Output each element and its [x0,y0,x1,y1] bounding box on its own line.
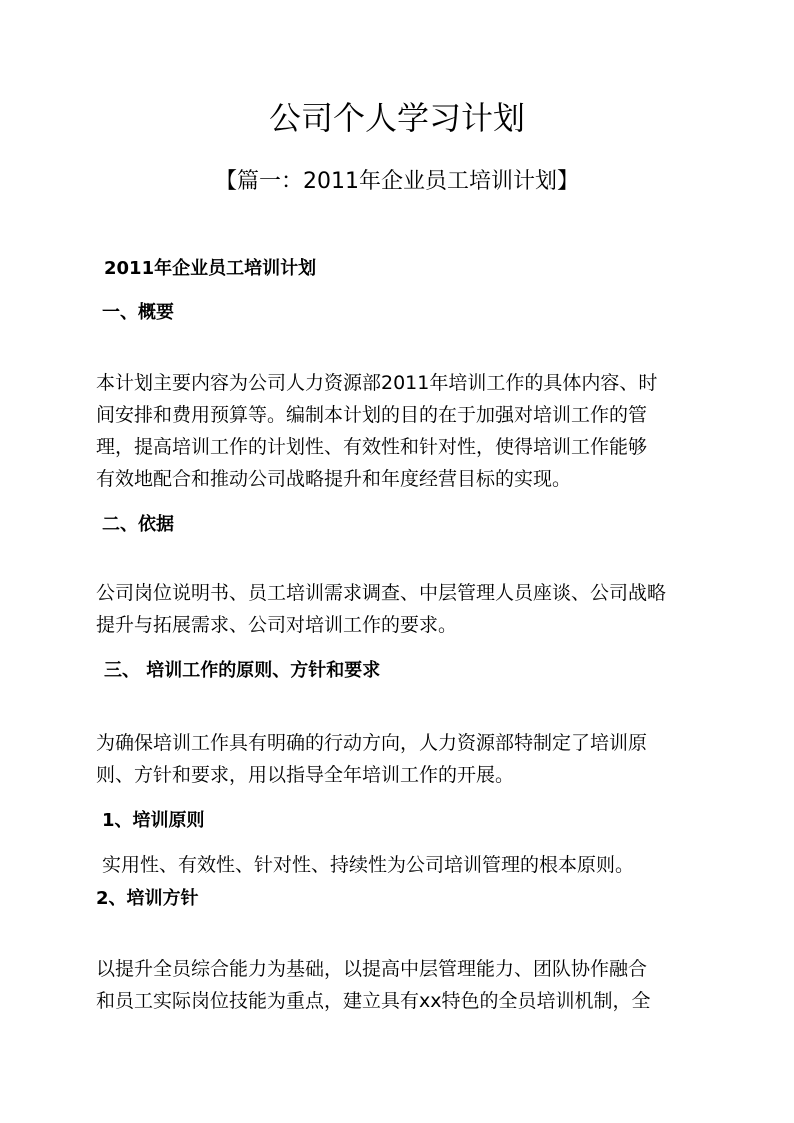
paragraph-line: 有效地配合和推动公司战略提升和年度经营目标的实现。 [96,468,572,490]
paragraph-line: 公司岗位说明书、员工培训需求调查、中层管理人员座谈、公司战略 [96,582,667,604]
paragraph-line: 理，提高培训工作的计划性、有效性和针对性，使得培训工作能够 [96,436,648,458]
subheading-policy: 2、培训方针 [96,888,199,909]
heading-basis: 二、依据 [102,514,174,535]
paragraph-line: 和员工实际岗位技能为重点，建立具有xx特色的全员培训机制，全 [96,990,651,1012]
paragraph-line: 为确保培训工作具有明确的行动方向，人力资源部特制定了培训原 [96,732,648,754]
heading-principles: 三、 培训工作的原则、方针和要求 [104,660,381,681]
section-title: 2011年企业员工培训计划 [104,258,317,279]
paragraph-line: 则、方针和要求，用以指导全年培训工作的开展。 [96,764,515,786]
subheading-principles: 1、培训原则 [102,810,205,831]
paragraph-line: 实用性、有效性、针对性、持续性为公司培训管理的根本原则。 [102,854,635,876]
paragraph-line: 以提升全员综合能力为基础，以提高中层管理能力、团队协作融合 [96,958,648,980]
document-subtitle: 【篇一：2011年企业员工培训计划】 [215,169,579,194]
paragraph-line: 本计划主要内容为公司人力资源部2011年培训工作的具体内容、时 [96,372,658,394]
paragraph-line: 提升与拓展需求、公司对培训工作的要求。 [96,614,458,636]
document-title: 公司个人学习计划 [268,99,525,137]
paragraph-line: 间安排和费用预算等。编制本计划的目的在于加强对培训工作的管 [96,404,648,426]
heading-overview: 一、概要 [102,302,174,323]
